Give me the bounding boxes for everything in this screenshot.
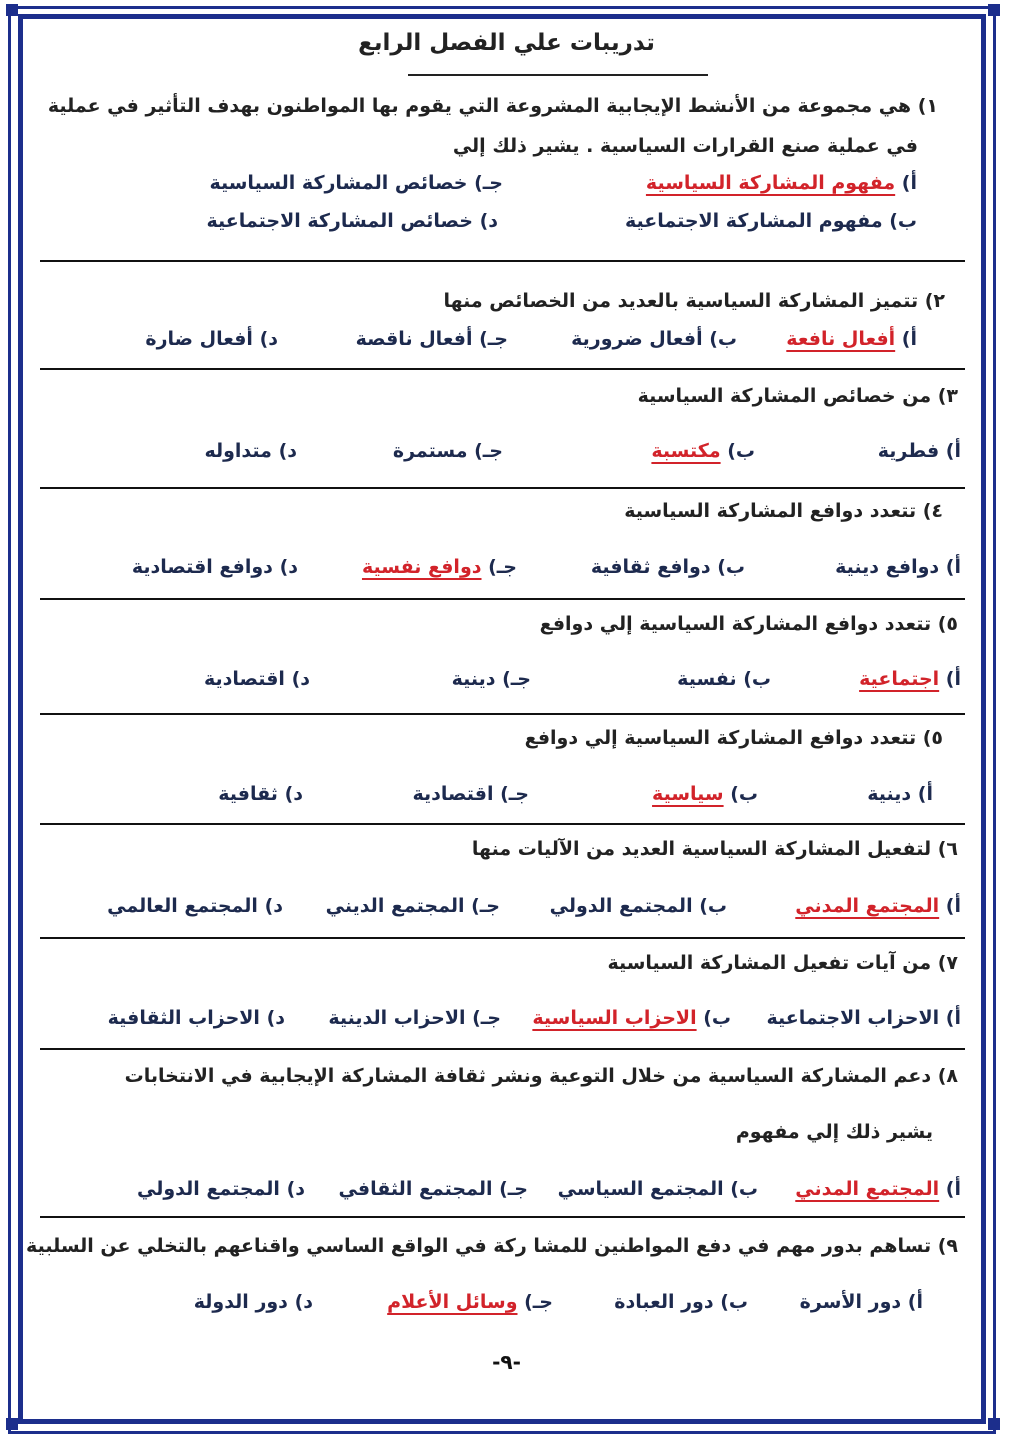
q7-option-b: ب) الاحزاب السياسية	[532, 1007, 731, 1029]
q5b-option-d: د) ثقافية	[218, 783, 303, 805]
q6-option-a: أ) المجتمع المدني	[795, 895, 961, 917]
q9-option-c: جـ) وسائل الأعلام	[387, 1291, 553, 1313]
divider	[40, 823, 965, 825]
q5-option-c: جـ) دينية	[451, 668, 531, 690]
q1-option-a: أ) مفهوم المشاركة السياسية	[645, 172, 917, 194]
divider	[40, 368, 965, 370]
divider	[40, 598, 965, 600]
corner-ornament	[6, 1418, 18, 1430]
divider	[40, 260, 965, 262]
divider	[40, 1048, 965, 1050]
q3-option-a: أ) فطرية	[877, 440, 961, 462]
question-5-text: ٥) تتعدد دوافع المشاركة السياسية إلي دوافع	[539, 613, 958, 635]
q8-option-b: ب) المجتمع السياسي	[557, 1178, 758, 1200]
q4-option-b: ب) دوافع ثقافية	[590, 556, 745, 578]
q7-option-a: أ) الاحزاب الاجتماعية	[766, 1007, 961, 1029]
question-1-text-cont: في عملية صنع القرارات السياسية . يشير ذلك إلي	[452, 135, 918, 157]
q6-option-c: جـ) المجتمع الديني	[325, 895, 500, 917]
divider	[40, 937, 965, 939]
q5-option-a: أ) اجتماعية	[859, 668, 961, 690]
q8-option-c: جـ) المجتمع الثقافي	[338, 1178, 528, 1200]
q1-option-d: د) خصائص المشاركة الاجتماعية	[206, 210, 498, 232]
question-7-text: ٧) من آيات تفعيل المشاركة السياسية	[607, 952, 958, 974]
question-4-text: ٤) تتعدد دوافع المشاركة السياسية	[624, 500, 943, 522]
q5-option-d: د) اقتصادية	[203, 668, 310, 690]
q2-option-d: د) أفعال ضارة	[145, 328, 278, 350]
question-3-text: ٣) من خصائص المشاركة السياسية	[637, 385, 958, 407]
question-9-text: ٩) تساهم بدور مهم في دفع المواطنين للمشا ركة في الواقع الساسي واقناعهم بالتخلي عن السلبية	[26, 1235, 958, 1257]
q5-option-b: ب) نفسية	[677, 668, 771, 690]
question-1-text: ١) هي مجموعة من الأنشط الإيجابية المشروعة التي يقوم بها المواطنون بهدف التأثير في عملية	[47, 95, 938, 117]
corner-ornament	[988, 4, 1000, 16]
page-title: تدريبات علي الفصل الرابع	[358, 30, 655, 56]
q9-option-a: أ) دور الأسرة	[799, 1291, 923, 1313]
question-8-text-cont: يشير ذلك إلي مفهوم	[735, 1121, 933, 1143]
q2-option-a: أ) أفعال نافعة	[786, 328, 917, 350]
q3-option-c: جـ) مستمرة	[392, 440, 503, 462]
q2-option-c: جـ) أفعال ناقصة	[355, 328, 508, 350]
q3-option-d: د) متداوله	[204, 440, 297, 462]
q6-option-b: ب) المجتمع الدولي	[549, 895, 727, 917]
q8-option-d: د) المجتمع الدولي	[136, 1178, 305, 1200]
divider	[40, 487, 965, 489]
q5b-option-c: جـ) اقتصادية	[412, 783, 529, 805]
q1-option-b: ب) مفهوم المشاركة الاجتماعية	[624, 210, 917, 232]
question-2-text: ٢) تتميز المشاركة السياسية بالعديد من الخصائص منها	[443, 290, 945, 312]
title-underline	[408, 74, 708, 76]
question-8-text: ٨) دعم المشاركة السياسية من خلال التوعية ونشر ثقافة المشاركة الإيجابية في الانتخابات	[124, 1065, 958, 1087]
q4-option-a: أ) دوافع دينية	[835, 556, 961, 578]
corner-ornament	[6, 4, 18, 16]
question-5b-text: ٥) تتعدد دوافع المشاركة السياسية إلي دوافع	[524, 727, 943, 749]
q4-option-d: د) دوافع اقتصادية	[131, 556, 298, 578]
q2-option-b: ب) أفعال ضرورية	[571, 328, 737, 350]
q7-option-d: د) الاحزاب الثقافية	[107, 1007, 285, 1029]
q3-option-b: ب) مكتسبة	[651, 440, 755, 462]
q5b-option-b: ب) سياسية	[652, 783, 758, 805]
page-number: -٩-	[492, 1350, 521, 1374]
q1-option-c: جـ) خصائص المشاركة السياسية	[209, 172, 503, 194]
q5b-option-a: أ) دينية	[867, 783, 933, 805]
q8-option-a: أ) المجتمع المدني	[795, 1178, 961, 1200]
q4-option-c: جـ) دوافع نفسية	[361, 556, 517, 578]
divider	[40, 713, 965, 715]
corner-ornament	[988, 1418, 1000, 1430]
divider	[40, 1216, 965, 1218]
q7-option-c: جـ) الاحزاب الدينية	[328, 1007, 501, 1029]
q9-option-d: د) دور الدولة	[193, 1291, 313, 1313]
question-6-text: ٦) لتفعيل المشاركة السياسية العديد من الآليات منها	[471, 838, 958, 860]
q9-option-b: ب) دور العبادة	[614, 1291, 748, 1313]
q6-option-d: د) المجتمع العالمي	[107, 895, 283, 917]
